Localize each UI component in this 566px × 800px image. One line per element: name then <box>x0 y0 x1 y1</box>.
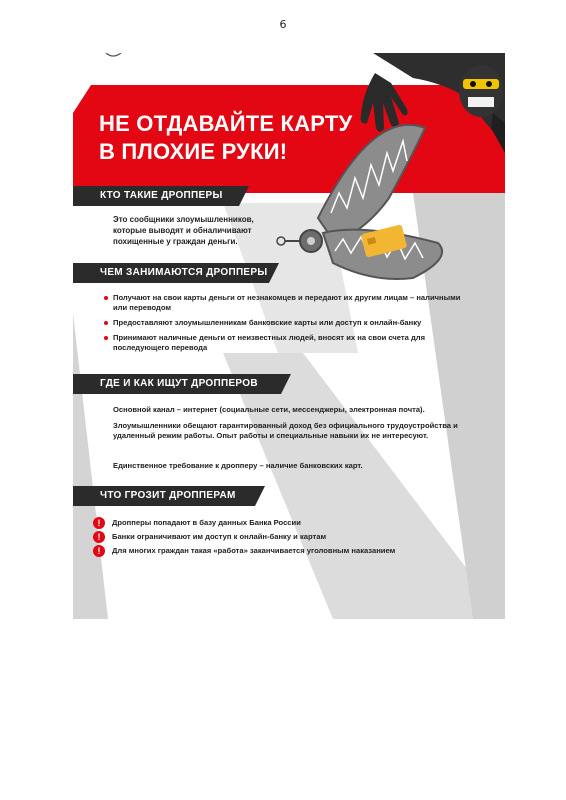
title-line-2: В ПЛОХИЕ РУКИ! <box>99 139 288 164</box>
list-item: Получают на свои карты деньги от незнакомцев и передают их другим лицам – наличными или переводом <box>104 293 474 313</box>
list-item: ! Дропперы попадают в базу данных Банка России <box>93 516 493 530</box>
title-line-1: НЕ ОТДАВАЙТЕ КАРТУ <box>99 111 353 136</box>
threat-list <box>93 516 493 558</box>
bullet-dot-icon <box>104 296 108 300</box>
hook-mark-icon <box>106 53 121 56</box>
warning-icon: ! <box>93 517 105 529</box>
section-header-what: ЧЕМ ЗАНИМАЮТСЯ ДРОППЕРЫ <box>73 263 269 283</box>
where-paragraph: Единственное требование к дропперу – наличие банковских карт. <box>113 461 363 470</box>
grey-shape-left <box>73 313 108 619</box>
what-list <box>104 293 474 358</box>
warning-icon: ! <box>93 531 105 543</box>
bullet-dot-icon <box>104 321 108 325</box>
section-header-threat: ЧТО ГРОЗИТ ДРОППЕРАМ <box>73 486 255 506</box>
where-paragraph: Злоумышленники обещают гарантированный доход без официального трудоустройства и удаленный режим работы. Опыт работы и специальные навыки их не интересуют. <box>113 421 458 440</box>
where-paragraph: Основной канал – интернет (социальные сети, мессенджеры, электронная почта). <box>113 405 425 414</box>
section-header-who: КТО ТАКИЕ ДРОППЕРЫ <box>73 186 239 206</box>
list-item: Принимают наличные деньги от неизвестных людей, вносят их на свои счета для последующего перевода <box>104 333 474 353</box>
poster <box>73 53 505 619</box>
list-item: ! Банки ограничивают им доступ к онлайн-банку и картам <box>93 530 493 544</box>
poster-title <box>99 110 352 166</box>
list-item: ! Для многих граждан такая «работа» заканчивается уголовным наказанием <box>93 544 493 558</box>
page-number: 6 <box>279 18 287 31</box>
warning-icon: ! <box>93 545 105 557</box>
list-item: Предоставляют злоумышленникам банковские карты или доступ к онлайн-банку <box>104 318 474 328</box>
bullet-dot-icon <box>104 336 108 340</box>
section-header-where: ГДЕ И КАК ИЩУТ ДРОППЕРОВ <box>73 374 281 394</box>
who-description: Это сообщники злоумышленников, которые выводят и обналичивают похищенные у граждан деньги. <box>113 215 254 246</box>
